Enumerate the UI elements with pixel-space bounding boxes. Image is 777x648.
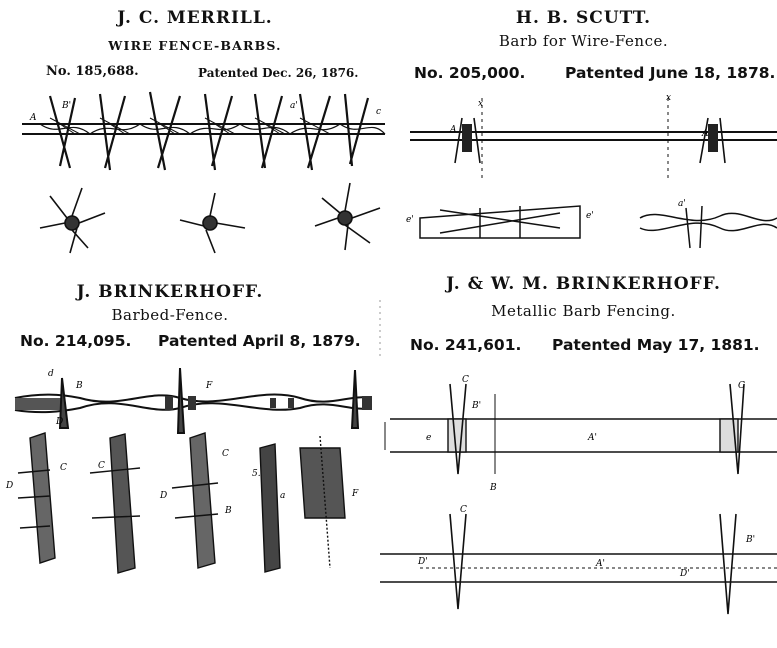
patent-date: Patented Dec. 26, 1876. bbox=[198, 66, 359, 80]
patent-number: No. 214,095. bbox=[20, 332, 132, 350]
metallic-barb-drawing bbox=[390, 364, 777, 644]
label-B-prime: B' bbox=[746, 535, 756, 545]
label-D: D bbox=[56, 417, 64, 427]
label-d: d bbox=[48, 369, 54, 379]
merrill-rosette-2 bbox=[180, 193, 245, 253]
inventor-name: J. & W. M. BRINKERHOFF. bbox=[446, 274, 721, 294]
inventor-name: J. BRINKERHOFF. bbox=[76, 282, 264, 302]
patent-title: Barbed-Fence. bbox=[111, 306, 229, 324]
merrill-wire-drawing bbox=[0, 88, 390, 268]
patent-brinkerhoff-jwm bbox=[390, 268, 777, 643]
patent-title: Metallic Barb Fencing. bbox=[491, 302, 676, 320]
label-B: B bbox=[490, 483, 497, 493]
label-c: c bbox=[376, 107, 382, 117]
label-B-prime: B' bbox=[62, 101, 72, 111]
inventor-name: J. C. MERRILL. bbox=[117, 8, 273, 28]
patent-brinkerhoff bbox=[0, 278, 390, 643]
label-a: a bbox=[280, 491, 286, 501]
merrill-rosette-3 bbox=[315, 183, 380, 250]
label-C: C bbox=[738, 381, 745, 391]
label-e-prime: e' bbox=[406, 215, 414, 225]
brinkerhoff-fence-drawing bbox=[0, 358, 390, 648]
patent-date: Patented June 18, 1878. bbox=[565, 64, 776, 82]
label-A-prime: A' bbox=[596, 559, 605, 569]
label-e-prime: e' bbox=[586, 211, 594, 221]
patent-number: No. 205,000. bbox=[414, 64, 526, 82]
label-D-prime: D' bbox=[418, 557, 428, 567]
label-A: A bbox=[702, 129, 709, 139]
patent-merrill bbox=[0, 0, 390, 280]
label-B-prime: B' bbox=[472, 401, 482, 411]
label-C: C bbox=[222, 449, 229, 459]
label-C: C bbox=[98, 461, 105, 471]
patent-number: No. 241,601. bbox=[410, 336, 522, 354]
inventor-name: H. B. SCUTT. bbox=[515, 8, 652, 28]
patent-number: No. 185,688. bbox=[46, 64, 139, 79]
label-a-prime: a' bbox=[290, 101, 298, 111]
label-B: B bbox=[225, 506, 232, 516]
label-C: C bbox=[60, 463, 67, 473]
patent-title: WIRE FENCE-BARBS. bbox=[108, 38, 282, 53]
label-D: D bbox=[160, 491, 168, 501]
label-A-prime: A' bbox=[588, 433, 597, 443]
label-A: A bbox=[30, 113, 37, 123]
label-C: C bbox=[462, 375, 469, 385]
label-B: B bbox=[76, 381, 83, 391]
merrill-rosette-1 bbox=[40, 188, 105, 253]
scutt-wire-drawing bbox=[390, 88, 777, 278]
patent-title: Barb for Wire-Fence. bbox=[498, 32, 669, 50]
label-C: C bbox=[460, 505, 467, 515]
label-F: F bbox=[352, 489, 359, 499]
label-F: F bbox=[206, 381, 213, 391]
label-five: 5. bbox=[252, 469, 261, 479]
label-D: D bbox=[6, 481, 14, 491]
label-x: x bbox=[478, 99, 484, 109]
label-x: x bbox=[666, 93, 672, 103]
patent-date: Patented May 17, 1881. bbox=[552, 336, 760, 354]
label-A: A bbox=[450, 125, 457, 135]
label-e: e bbox=[426, 433, 432, 443]
patent-date: Patented April 8, 1879. bbox=[158, 332, 361, 350]
patent-scutt bbox=[390, 0, 777, 280]
label-D-prime: D' bbox=[680, 569, 690, 579]
label-a-prime: a' bbox=[678, 199, 686, 209]
